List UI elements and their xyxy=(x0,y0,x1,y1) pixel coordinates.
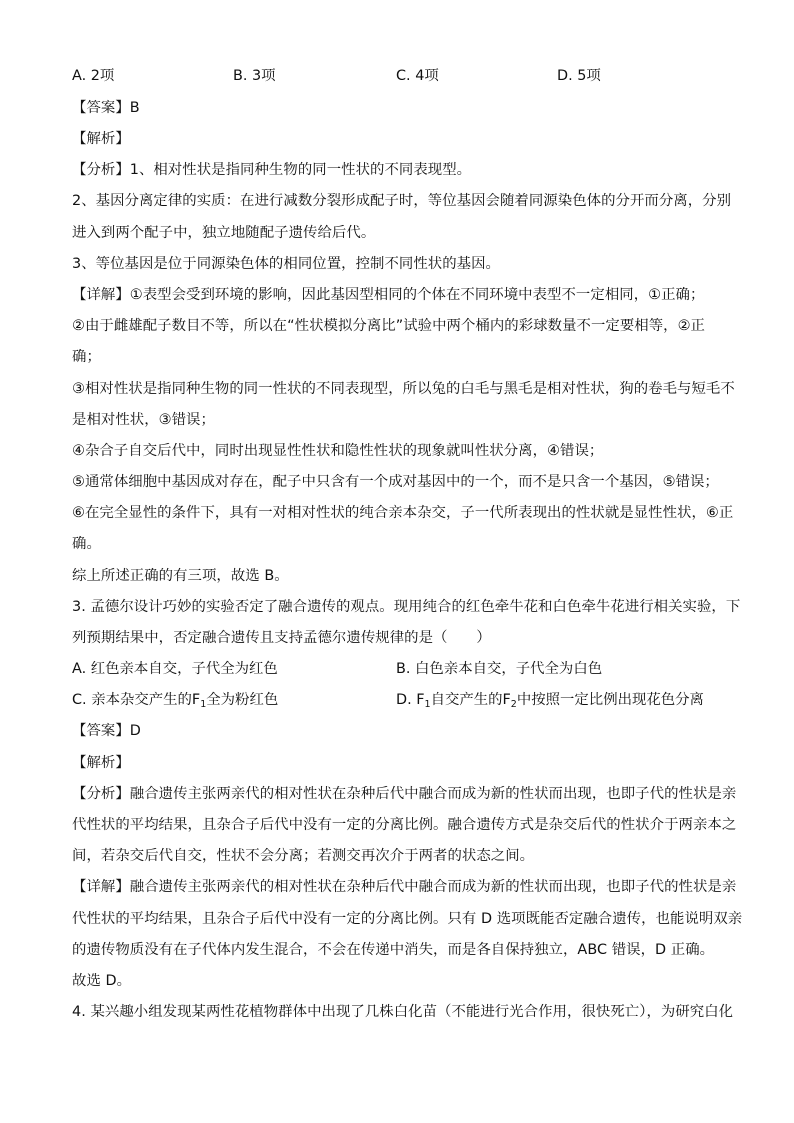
q3-line: 代性状的平均结果，且杂合子后代中没有一定的分离比例。融合遗传方式是杂交后代的性状介于两亲本之 xyxy=(72,817,737,833)
q3-option-c-text: C. 亲本杂交产生的F xyxy=(72,692,201,708)
subscript: 2 xyxy=(510,699,517,710)
q2-line: 【分析】1、相对性状是指同种生物的同一性状的不同表现型。 xyxy=(72,162,472,178)
q3-option-d-text: 自交产生的F xyxy=(430,692,511,708)
q3-analysis-heading: 【解析】 xyxy=(72,755,130,771)
q3-line: 故选 D。 xyxy=(72,973,132,989)
q2-line: 确。 xyxy=(72,536,101,552)
q3-line: 【分析】融合遗传主张两亲代的相对性状在杂种后代中融合而成为新的性状而出现，也即子代的性状是亲 xyxy=(72,786,737,802)
q3-option-d-text: 中按照一定比例出现花色分离 xyxy=(516,692,704,708)
q3-stem: 列预期结果中，否定融合遗传且支持孟德尔遗传规律的是（ ） xyxy=(72,630,491,646)
q2-line: ④杂合子自交后代中，同时出现显性性状和隐性性状的现象就叫性状分离，④错误； xyxy=(72,443,604,459)
q2-line: 【详解】①表型会受到环境的影响，因此基因型相同的个体在不同环境中表型不一定相同，①正确； xyxy=(72,287,705,303)
q2-line: 3、等位基因是位于同源染色体的相同位置，控制不同性状的基因。 xyxy=(72,256,500,272)
q2-line: 确； xyxy=(72,349,101,365)
q3-option-d-text: D. F xyxy=(396,692,425,708)
q3-option-c xyxy=(72,690,278,712)
q3-line: 的遗传物质没有在子代体内发生混合，不会在传递中消失，而是各自保持独立，ABC 错误，D 正确。 xyxy=(72,942,715,958)
q2-option-b: B. 3项 xyxy=(233,68,276,84)
q2-line: ⑤通常体细胞中基因成对存在，配子中只含有一个成对基因中的一个，而不是只含一个基因，⑤错误； xyxy=(72,474,719,490)
q3-option-d xyxy=(396,690,704,712)
q2-line: ②由于雌雄配子数目不等，所以在“性状模拟分离比”试验中两个桶内的彩球数量不一定要相等，②正 xyxy=(72,318,705,334)
q4-stem: 4. 某兴趣小组发现某两性花植物群体中出现了几株白化苗（不能进行光合作用，很快死亡），为研究白化 xyxy=(72,1004,734,1020)
q2-line: 进入到两个配子中，独立地随配子遗传给后代。 xyxy=(72,225,376,241)
q2-line: 综上所述正确的有三项，故选 B。 xyxy=(72,568,289,584)
q3-line: 代性状的平均结果，且杂合子后代中没有一定的分离比例。只有 D 选项既能否定融合遗传，也能说明双亲 xyxy=(72,911,743,927)
q3-option-c-text: 全为粉红色 xyxy=(206,692,279,708)
q2-option-a: A. 2项 xyxy=(72,68,115,84)
q3-stem: 3. 孟德尔设计巧妙的实验否定了融合遗传的观点。现用纯合的红色牵牛花和白色牵牛花进行相关实验，下 xyxy=(72,599,741,615)
q3-option-a: A. 红色亲本自交，子代全为红色 xyxy=(72,661,278,677)
q3-option-b: B. 白色亲本自交，子代全为白色 xyxy=(396,661,603,677)
subscript: 1 xyxy=(200,699,207,710)
q2-option-d: D. 5项 xyxy=(557,68,601,84)
q3-answer: 【答案】D xyxy=(72,723,141,739)
q2-answer: 【答案】B xyxy=(72,100,140,116)
q2-analysis-heading: 【解析】 xyxy=(72,131,130,147)
subscript: 1 xyxy=(424,699,431,710)
q2-line: 2、基因分离定律的实质：在进行减数分裂形成配子时，等位基因会随着同源染色体的分开而分离，分别 xyxy=(72,193,732,209)
q3-line: 间，若杂交后代自交，性状不会分离；若测交再次介于两者的状态之间。 xyxy=(72,848,535,864)
q2-line: 是相对性状，③错误； xyxy=(72,412,215,428)
q2-option-c: C. 4项 xyxy=(396,68,439,84)
q2-line: ③相对性状是指同种生物的同一性状的不同表现型，所以兔的白毛与黑毛是相对性状，狗的卷毛与短毛不 xyxy=(72,381,735,397)
q3-line: 【详解】融合遗传主张两亲代的相对性状在杂种后代中融合而成为新的性状而出现，也即子代的性状是亲 xyxy=(72,879,737,895)
q2-line: ⑥在完全显性的条件下，具有一对相对性状的纯合亲本杂交，子一代所表现出的性状就是显性性状，⑥正 xyxy=(72,505,734,521)
